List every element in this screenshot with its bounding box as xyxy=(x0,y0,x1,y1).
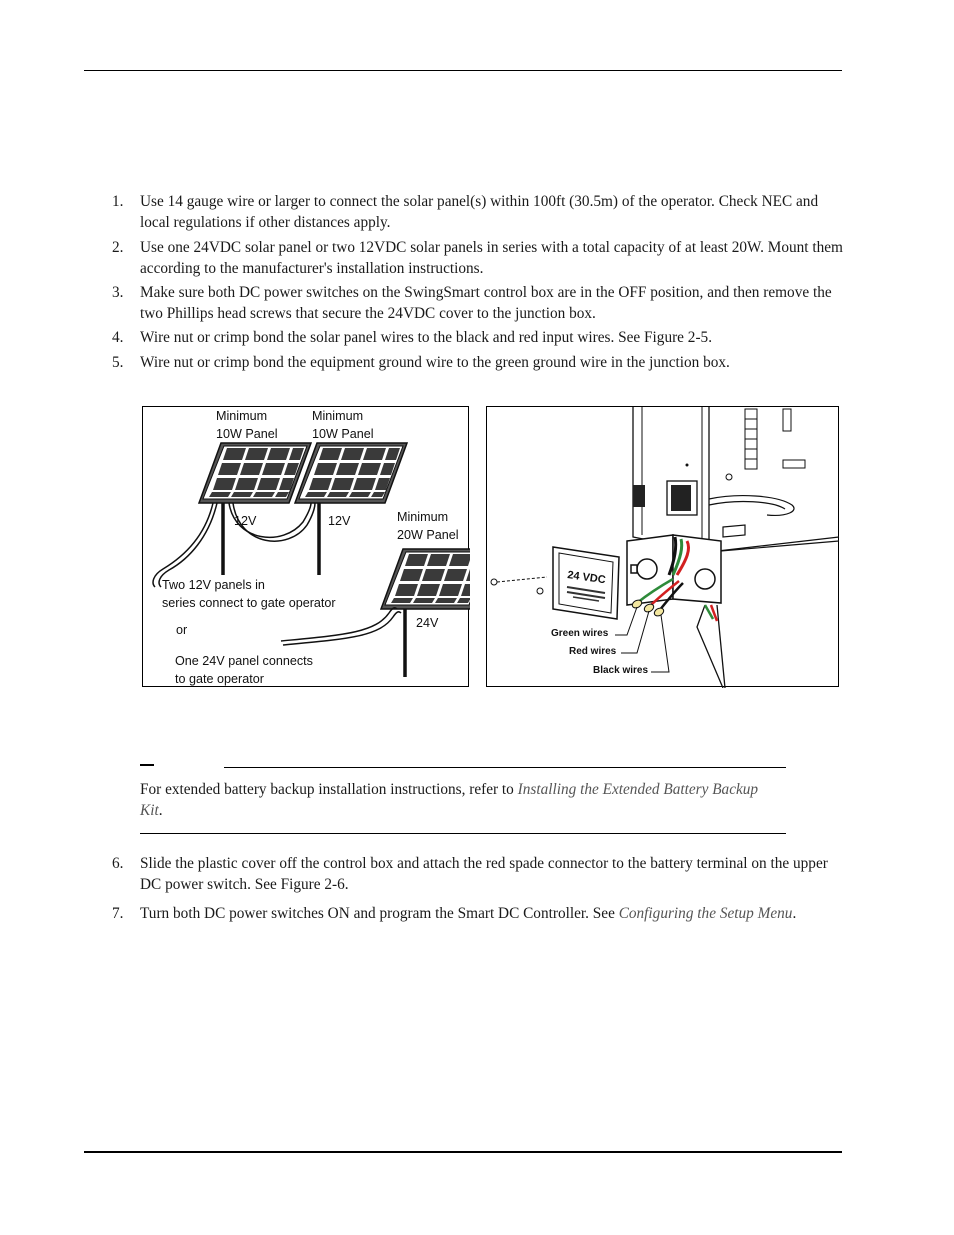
note-link[interactable]: Installing the Extended Battery Backup Kit xyxy=(140,781,759,819)
voltage-label-3: 24V xyxy=(416,616,439,630)
voltage-label-2: 12V xyxy=(328,514,351,528)
panel2-label: Minimum 10W Panel xyxy=(312,409,374,441)
solar-panel-2 xyxy=(295,443,407,503)
header-rule xyxy=(84,70,842,71)
step-1 xyxy=(112,192,847,233)
step-number: 6. xyxy=(112,855,124,872)
solar-panel-1 xyxy=(199,443,311,503)
solar-panels-figure xyxy=(142,406,469,687)
step-text: Slide the plastic cover off the control box and attach the red spade connector to the battery terminal on the upper DC power switch. See Figure 2-6. xyxy=(140,855,828,893)
note-marker xyxy=(140,764,154,766)
voltage-label-1: 12V xyxy=(234,514,257,528)
note-top-rule xyxy=(224,767,786,768)
setup-menu-link[interactable]: Configuring the Setup Menu xyxy=(618,905,793,922)
single-panel-label: One 24V panel connects to gate operator xyxy=(175,654,313,686)
panel1-label: Minimum 10W Panel xyxy=(216,409,278,441)
solar-panels-illustration xyxy=(143,407,470,688)
solar-panel-3 xyxy=(381,549,470,609)
step-7 xyxy=(112,904,812,925)
series-label: Two 12V panels in series connect to gate operator xyxy=(162,578,336,610)
step-text: Use one 24VDC solar panel or two 12VDC solar panels in series with a total capacity of at least 20W. Mount them according to the manufacturer's installation instructions. xyxy=(140,239,843,277)
black-wires-label: Black wires xyxy=(593,665,649,676)
step-text: Make sure both DC power switches on the SwingSmart control box are in the OFF position, and then remove the two Phillips head screws that secure the 24VDC cover to the junction box. xyxy=(140,284,832,322)
note-text xyxy=(140,779,780,821)
step-number: 4. xyxy=(112,329,124,346)
note-suffix: . xyxy=(158,802,163,819)
step-text: Turn both DC power switches ON and program the Smart DC Controller. See Configuring the Setup Menu. xyxy=(140,905,797,922)
red-wires-label: Red wires xyxy=(569,646,617,657)
24vdc-cover xyxy=(553,547,619,619)
step-number: 1. xyxy=(112,193,124,210)
step-3 xyxy=(112,283,847,324)
junction-box-figure xyxy=(486,406,839,687)
green-wires-label: Green wires xyxy=(551,628,609,639)
note-bottom-rule xyxy=(140,833,786,834)
step-number: 2. xyxy=(112,239,124,256)
step-number: 7. xyxy=(112,905,124,922)
cover-label: 24 VDC xyxy=(566,569,607,587)
step-number: 5. xyxy=(112,354,124,371)
footer-rule xyxy=(84,1151,842,1153)
step-text: Wire nut or crimp bond the solar panel wires to the black and red input wires. See Figure 2-5. xyxy=(140,329,713,346)
step-number: 3. xyxy=(112,284,124,301)
junction-box-illustration xyxy=(487,407,840,688)
step-text: Use 14 gauge wire or larger to connect the solar panel(s) within 100ft (30.5m) of the operator. Check NEC and local regulations if other distances apply. xyxy=(140,193,819,231)
step-5 xyxy=(112,353,847,374)
step-6 xyxy=(112,854,847,895)
step-2 xyxy=(112,238,847,279)
note-prefix: For extended battery backup installation instructions, refer to xyxy=(140,781,518,798)
step-text: Wire nut or crimp bond the equipment ground wire to the green ground wire in the junction box. xyxy=(140,354,730,371)
panel3-label: Minimum 20W Panel xyxy=(397,510,459,542)
step-4 xyxy=(112,328,847,349)
or-label: or xyxy=(176,623,188,637)
